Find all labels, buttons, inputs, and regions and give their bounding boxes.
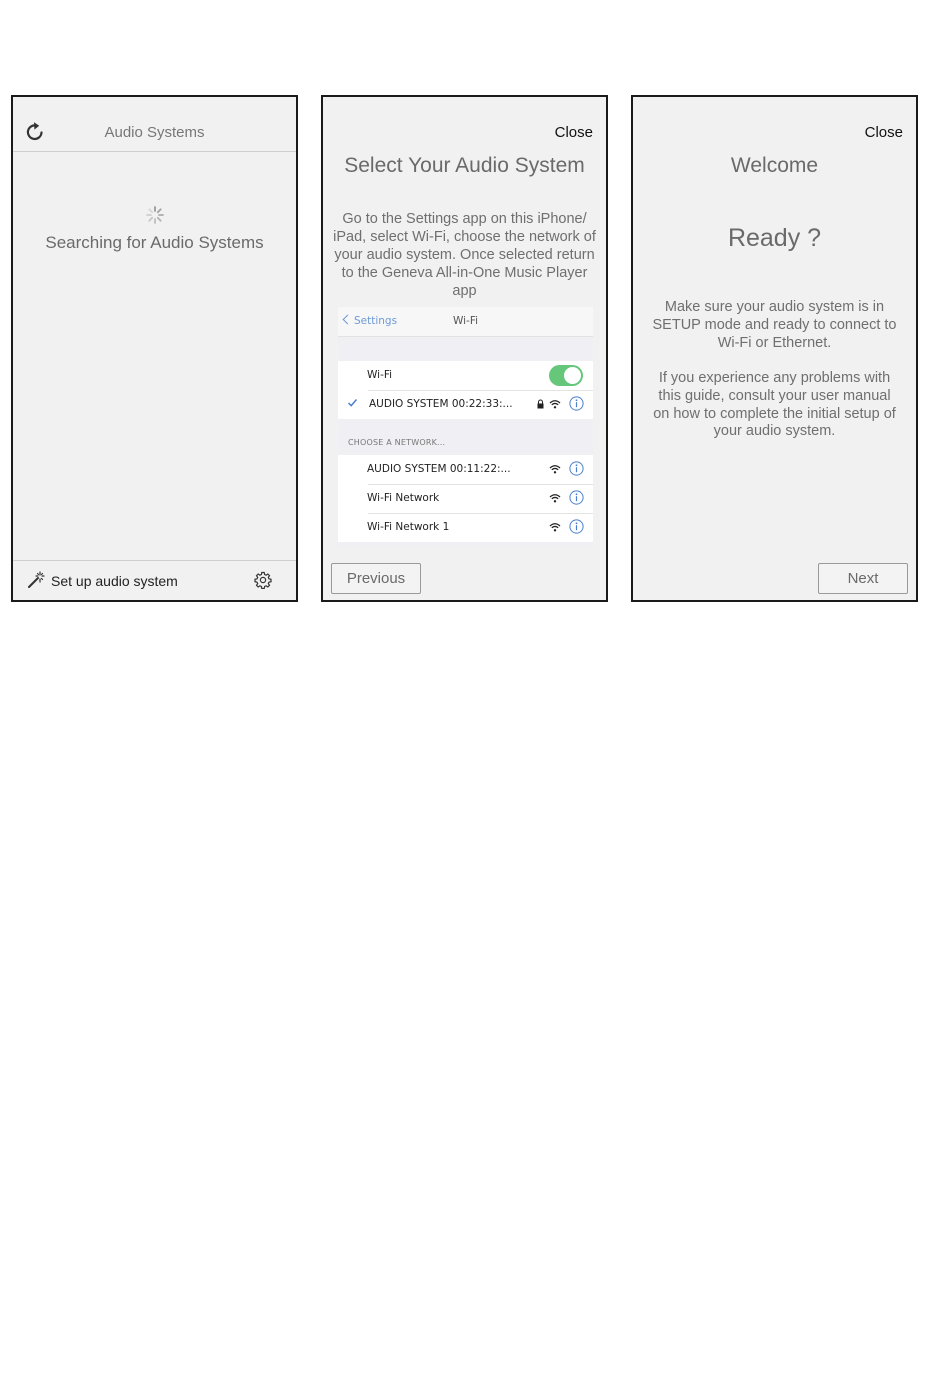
wifi-toggle-row xyxy=(338,361,593,390)
wifi-group xyxy=(338,361,593,419)
wifi-signal-icon xyxy=(549,522,561,532)
instructions-text: Go to the Settings app on this iPhone/ iPad, select Wi-Fi, choose the network of your audio system. Once selected return to the Geneva All-in-One Music Player app xyxy=(333,211,596,299)
network-name: Wi-Fi Network 1 xyxy=(367,521,450,533)
choose-network-header: CHOOSE A NETWORK... xyxy=(348,438,446,447)
wifi-signal-icon xyxy=(549,493,561,503)
list-item xyxy=(338,484,593,513)
select-audio-system-screen xyxy=(321,95,608,602)
ready-heading: Ready ? xyxy=(727,224,822,252)
info-icon xyxy=(569,490,584,505)
toggle-knob xyxy=(564,367,581,384)
lock-icon xyxy=(537,399,544,409)
list-item xyxy=(338,513,593,542)
footer-bar xyxy=(13,560,296,600)
network-name: AUDIO SYSTEM 00:11:22:... xyxy=(367,463,511,475)
wifi-signal-icon xyxy=(549,464,561,474)
network-list xyxy=(338,455,593,542)
list-item xyxy=(338,455,593,484)
searching-status: Searching for Audio Systems xyxy=(45,233,264,252)
wifi-label: Wi-Fi xyxy=(367,369,393,381)
magic-wand-icon[interactable] xyxy=(27,571,45,589)
page-title: Select Your Audio System xyxy=(344,154,585,177)
spinner-icon xyxy=(145,205,165,225)
next-button[interactable]: Next xyxy=(818,563,908,594)
close-button[interactable]: Close xyxy=(554,124,593,141)
wifi-signal-icon xyxy=(549,399,561,409)
page-title: Welcome xyxy=(730,154,819,177)
connected-network-row xyxy=(338,390,593,419)
wifi-toggle xyxy=(549,365,583,386)
welcome-screen xyxy=(631,95,918,602)
checkmark-icon xyxy=(347,397,358,408)
info-icon xyxy=(569,396,584,411)
network-name: Wi-Fi Network xyxy=(367,492,440,504)
help-text: If you experience any problems with this guide, consult your user manual on how to complete the initial setup of your audio system. xyxy=(653,370,896,440)
wifi-settings-illustration xyxy=(338,307,593,547)
setup-mode-text: Make sure your audio system is in SETUP mode and ready to connect to Wi-Fi or Ethernet. xyxy=(652,299,897,351)
ios-nav-title: Wi-Fi xyxy=(452,315,479,327)
close-button[interactable]: Close xyxy=(864,124,903,141)
ios-back-label: Settings xyxy=(354,315,398,327)
info-icon xyxy=(569,519,584,534)
ios-nav-bar xyxy=(338,307,593,337)
header-bar xyxy=(13,97,296,152)
setup-audio-system-link[interactable]: Set up audio system xyxy=(51,573,178,589)
page-title: Audio Systems xyxy=(104,124,205,141)
info-icon xyxy=(569,461,584,476)
gear-icon[interactable] xyxy=(254,571,272,589)
previous-button[interactable]: Previous xyxy=(331,563,421,594)
audio-systems-screen xyxy=(11,95,298,602)
connected-network-name: AUDIO SYSTEM 00:22:33:... xyxy=(369,398,513,410)
